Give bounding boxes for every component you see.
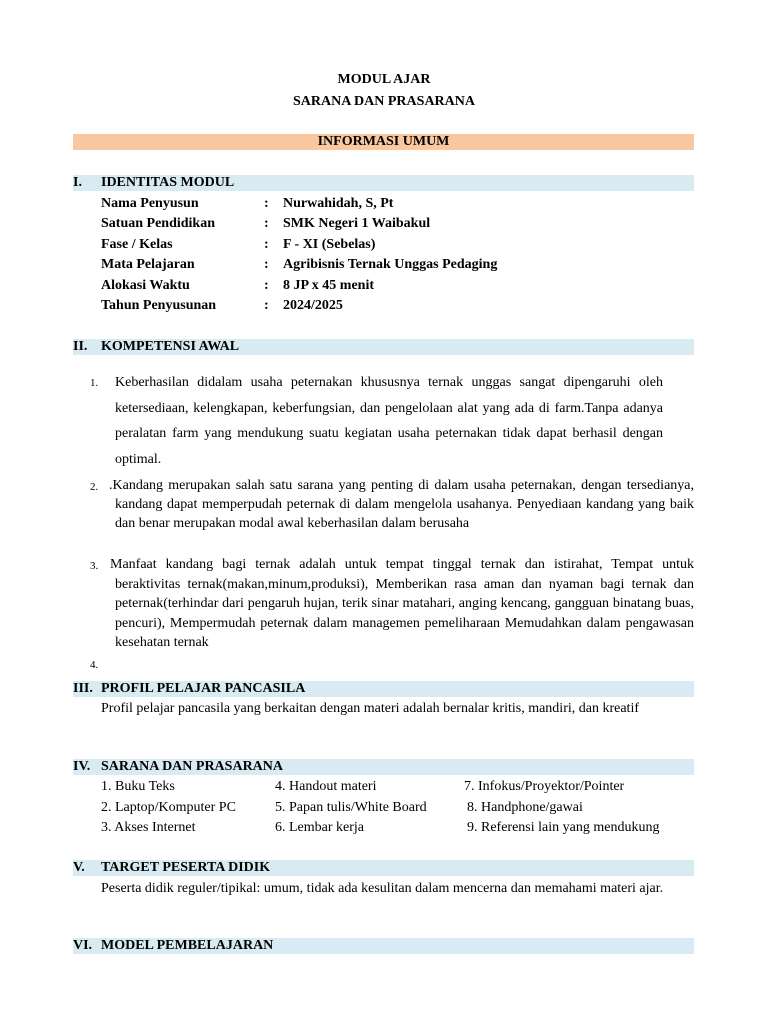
identity-value: 2024/2025 [283,298,343,313]
document-title: MODUL AJAR [337,72,431,87]
sarana-item: 9. Referensi lain yang mendukung [467,820,660,835]
kompetensi-item-1: Keberhasilan didalam usaha peternakan khususnya ternak unggas sangat dipengaruhi oleh ketersediaan, kelengkapan, keberfungsian, dan pengelolaan alat yang ada di farm.Tanpa adanya peralatan farm yang mendukung suatu kegiatan usaha peternakan tidak dapat berhasil dengan optimal. [115,375,663,467]
sarana-item: 2. Laptop/Komputer PC [101,800,236,815]
identity-row [101,237,661,257]
list-number: 4. [90,659,99,671]
identity-colon: : [264,196,269,211]
identity-value: 8 JP x 45 menit [283,278,374,293]
identity-row [101,278,661,298]
sarana-item: 7. Infokus/Proyektor/Pointer [464,779,625,794]
sarana-item: 8. Handphone/gawai [467,800,583,815]
kompetensi-item-2: .Kandang merupakan salah satu sarana yang penting di dalam usaha peternakan, dengan tersedianya, kandang dapat memperpudah peternak di dalam mengelola usahanya. Penyediaan kandang yang baik dan benar merupakan modal awal keberhasilan dalam berusaha [109,478,694,531]
section-title-identitas: IDENTITAS MODUL [101,175,235,190]
target-text: Peserta didik reguler/tipikal: umum, tidak ada kesulitan dalam mencerna dan memahami materi ajar. [101,881,664,896]
identity-label: Fase / Kelas [101,237,173,252]
section-title-kompetensi: KOMPETENSI AWAL [101,339,240,354]
list-number: 2. [90,481,99,493]
identity-row [101,216,661,236]
sarana-item: 3. Akses Internet [101,820,196,835]
sarana-item: 4. Handout materi [275,779,377,794]
kompetensi-item-3: Manfaat kandang bagi ternak adalah untuk tempat tinggal ternak dan istirahat, Tempat untuk beraktivitas ternak(makan,minum,produksi), Memberikan rasa aman dan nyaman bagi ternak dan peternak(terhindar dari pengaruh hujan, terik sinar matahari, anging kencang, gangguan binatang buas, pencuri), Mempermudah peternak dalam managemen pemeliharaan Memudahkan dalam pengawasan kesehatan ternak [110,557,694,650]
section-title-model: MODEL PEMBELAJARAN [101,938,274,953]
section-number: II. [73,339,88,354]
identity-label: Tahun Penyusunan [101,298,217,313]
identity-colon: : [264,237,269,252]
identity-value: SMK Negeri 1 Waibakul [283,216,431,231]
section-title-sarana: SARANA DAN PRASARANA [101,759,284,774]
list-number: 1. [90,377,99,389]
section-number: VI. [73,938,93,953]
document-subtitle: SARANA DAN PRASARANA [292,94,475,109]
identity-value: F - XI (Sebelas) [283,237,376,252]
section-number: V. [73,860,85,875]
identity-label: Satuan Pendidikan [101,216,215,231]
sarana-item: 6. Lembar kerja [275,820,365,835]
section-number: III. [73,681,93,696]
section-title-target: TARGET PESERTA DIDIK [101,860,271,875]
sarana-item: 5. Papan tulis/White Board [275,800,427,815]
identity-label: Nama Penyusun [101,196,199,211]
info-umum-bar: INFORMASI UMUM [73,134,694,150]
section-number: IV. [73,759,91,774]
sarana-item: 1. Buku Teks [101,779,175,794]
identity-colon: : [264,298,269,313]
identity-value: Nurwahidah, S, Pt [283,196,394,211]
identity-label: Mata Pelajaran [101,257,195,272]
identity-row [101,298,661,318]
identity-label: Alokasi Waktu [101,278,190,293]
identity-colon: : [264,216,269,231]
profil-text: Profil pelajar pancasila yang berkaitan dengan materi adalah bernalar kritis, mandiri, dan kreatif [101,701,639,716]
identity-row [101,196,661,216]
identity-row [101,257,661,277]
section-number: I. [73,175,82,190]
section-title-profil: PROFIL PELAJAR PANCASILA [101,681,306,696]
identity-colon: : [264,278,269,293]
list-number: 3. [90,560,99,572]
identity-colon: : [264,257,269,272]
identity-value: Agribisnis Ternak Unggas Pedaging [283,257,498,272]
